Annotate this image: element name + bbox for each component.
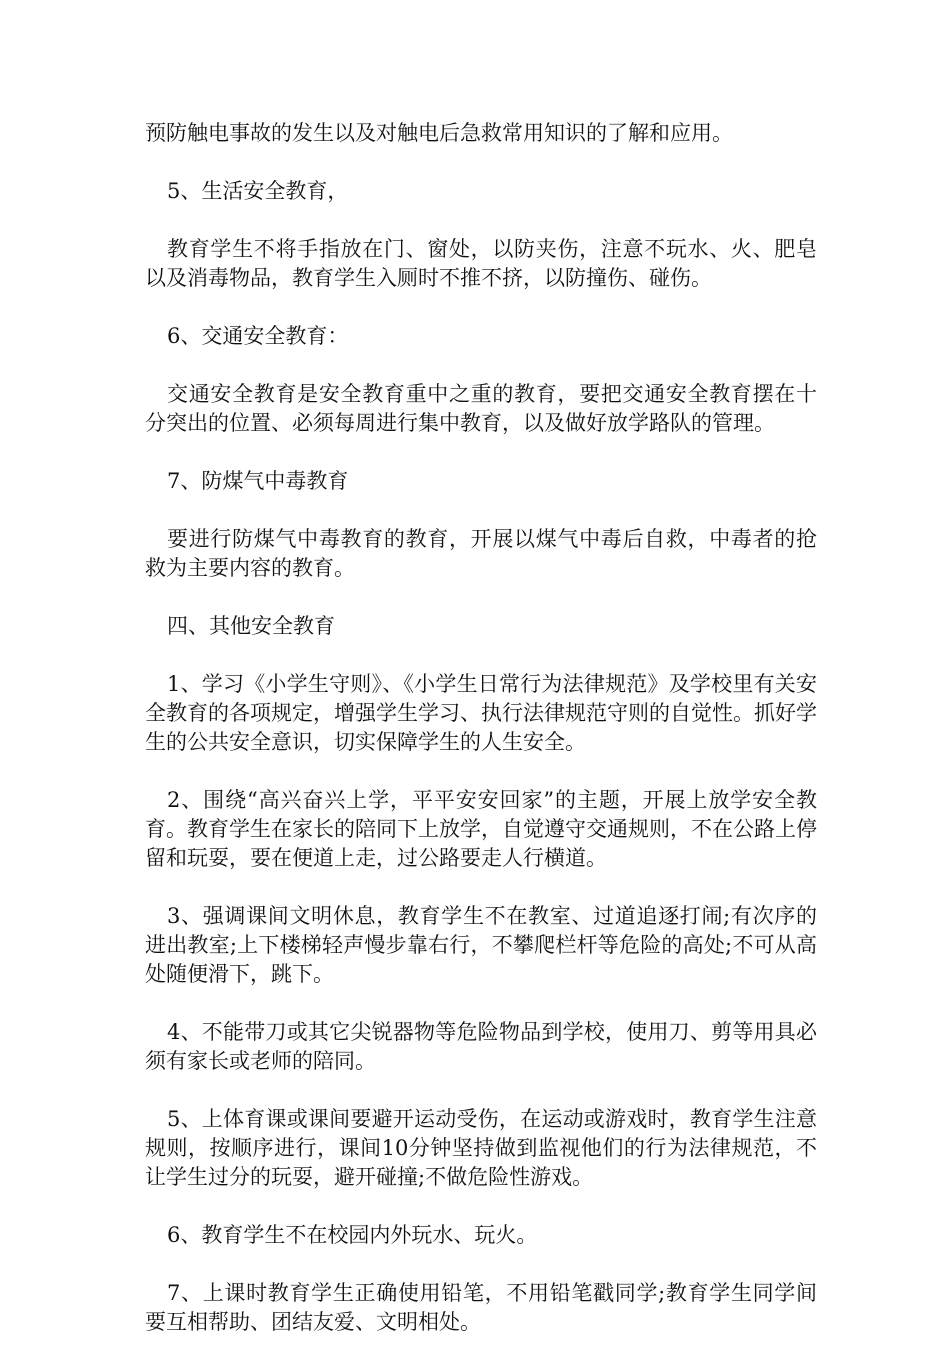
paragraph-other-3: 3、强调课间文明休息，教育学生不在教室、过道追逐打闹;有次序的进出教室;上下楼梯轻声慢步靠右行，不攀爬栏杆等危险的高处;不可从高处随便滑下，跳下。 — [145, 904, 817, 986]
paragraph-other-1: 1、学习《小学生守则》、《小学生日常行为法律规范》及学校里有关安全教育的各项规定，增强学生学习、执行法律规范守则的自觉性。抓好学生的公共安全意识，切实保障学生的人生安全。 — [145, 672, 817, 754]
heading-traffic-safety: 6、交通安全教育： — [167, 324, 349, 348]
paragraph-life-safety: 教育学生不将手指放在门、窗处，以防夹伤，注意不玩水、火、肥皂以及消毒物品，教育学生入厕时不推不挤，以防撞伤、碰伤。 — [145, 237, 817, 290]
paragraph-traffic-safety: 交通安全教育是安全教育重中之重的教育，要把交通安全教育摆在十分突出的位置、必须每周进行集中教育，以及做好放学路队的管理。 — [145, 382, 817, 435]
paragraph-other-4: 4、不能带刀或其它尖锐器物等危险物品到学校，使用刀、剪等用具必须有家长或老师的陪同。 — [145, 1020, 817, 1073]
document-body — [145, 119, 817, 1366]
heading-gas-poisoning: 7、防煤气中毒教育 — [167, 469, 349, 493]
paragraph-other-6: 6、教育学生不在校园内外玩水、玩火。 — [167, 1223, 538, 1247]
heading-other-safety: 四、其他安全教育 — [167, 614, 335, 638]
heading-life-safety: 5、生活安全教育， — [167, 179, 349, 203]
paragraph-other-7: 7、上课时教育学生正确使用铅笔，不用铅笔戳同学;教育学生同学间要互相帮助、团结友爱、文明相处。 — [145, 1281, 817, 1334]
paragraph-gas-poisoning: 要进行防煤气中毒教育的教育，开展以煤气中毒后自救，中毒者的抢救为主要内容的教育。 — [145, 527, 817, 580]
paragraph-electric-safety-tail: 预防触电事故的发生以及对触电后急救常用知识的了解和应用。 — [145, 121, 733, 145]
paragraph-other-2: 2、围绕“高兴奋兴上学，平平安安回家”的主题，开展上放学安全教育。教育学生在家长的陪同下上放学，自觉遵守交通规则，不在公路上停留和玩耍，要在便道上走，过公路要走人行横道。 — [145, 788, 817, 870]
paragraph-other-5: 5、上体育课或课间要避开运动受伤，在运动或游戏时，教育学生注意规则，按顺序进行，课间10分钟坚持做到监视他们的行为法律规范，不让学生过分的玩耍，避开碰撞;不做危险性游戏。 — [145, 1107, 817, 1189]
